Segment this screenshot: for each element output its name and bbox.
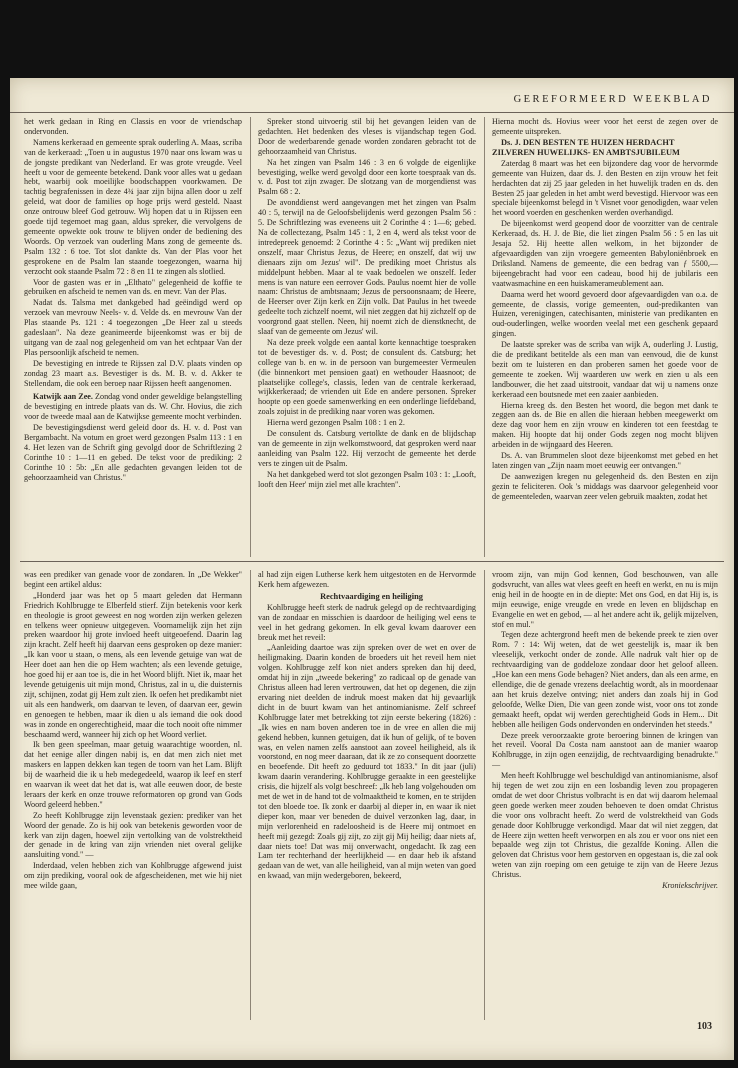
- article-heading: Ds. J. DEN BESTEN TE HUIZEN HERDACHT ZILVEREN HUWELIJKS- EN AMBTSJUBILEUM: [492, 137, 680, 157]
- newspaper-page: [10, 78, 734, 1060]
- news-item-katwijk: [24, 392, 242, 422]
- paragraph: De laatste spreker was de scriba van wijk A, ouderling J. Lustig, die de predikant betitelde als een man van eenvoud, die de kunst bezit om te luisteren en dan proberen samen het goede voor de gemeente te zoeken. Wij waarderen uw werk en zien u als een landbouwer, die het zaad uitstrooit, vandaar dat wij u namens onze kerkeraad een boutsnede met een zaaier aanbieden.: [492, 340, 718, 399]
- paragraph: Zaterdag 8 maart was het een bijzondere dag voor de hervormde gemeente van Huizen, daar ds. J. den Besten en zijn vrouw het feit herdachten dat zij 25 jaar geleden in het huwelijk traden en ds. den Besten 25 jaar geleden in het ambt werd bevestigd. Hiervoor was een speciale bijeenkomst belegd in 't Visnet voor genodigden, waar velen het woord voerden en geschenken werden overhandigd.: [492, 158, 718, 218]
- place-name: Katwijk aan Zee.: [33, 392, 93, 402]
- quote-paragraph: „Honderd jaar was het op 5 maart geleden dat Hermann Friedrich Kohlbrugge te Elberfeld stierf. Zijn betekenis voor kerk en theologie is groot geweest en nog worden zijn werken gelezen en telkens weer opnieuw uitgegeven. Voornamelijk zijn het zijn preken waardoor hij grote invloed heeft uitgeoefend. Daarin lag zijn kracht. Zelf heeft hij daarvan eens gesproken op deze manier: „Ik kan voor u staan, o mens, als een levende getuige van wat de Heer doet aan hen die op Hem wachten; als een levende getuige, hoe goed hij er aan toe is, die in het Woord blijft. Niet ik, maar het levende getuigenis uit mijn mond, Christus, zal in u, die duisternis zijt, schijnen, zodat gij Hem zult zien. Ik oefen het predikambt niet uit als een handwerk, om daarvan te leven, of daarvan eer, gewin en genoegen te hebben, maar ik dien u als iemand die ook dood was in zonde en ongerechtigheid, maar die toch nooit ofte nimmer beschaamd werd, wanneer hij zich op het Woord verliet.: [24, 590, 242, 739]
- author-signoff: Kroniekschrijver.: [662, 881, 718, 891]
- paragraph: het werk gedaan in Ring en Classis en voor de vriendschap ondervonden.: [24, 117, 242, 136]
- paragraph: Hierna werd gezongen Psalm 108 : 1 en 2.: [267, 418, 405, 428]
- paragraph: was een prediker van genade voor de zondaren. In „De Wekker" begint een artikel aldus:: [24, 570, 242, 589]
- quote-paragraph: „Aanleiding daartoe was zijn spreken over de wet en over de heiligmaking. Daarin konden de broeders uit het reveil hem niet volgen. Kohlbrugge zelf kon niet anders spreken dan hij deed, omdat hij in zijn „tweede bekering" zo radicaal op de genade van Christus alleen had leren vertrouwen, dat het op degenen, die zijn ervaring niet deelden de indruk moest maken dat hij gevaarlijk dicht in de buurt kwam van het antinomianisme. Zelf schreef Kohlbrugge later met betrekking tot zijn eerste bekering (1826) :„Ik wies en nam boven anderen toe in de vree en allen die mij gekend hebben, kunnen getuigen, dat ik hun of gelijk, of te boven was, en velen namen zelfs aanstoot aan zoveel heiligheid, als ik voorstond, en nog meer daaraan, dat ik ze zo consequent doorzette en beoefende. Dit heeft zo geduurd tot 1833." In dit jaar (juli) kwam daarin verandering. Kohlbrugge geraakte in een geestelijke crisis, die hijzelf als volgt beschreef: „Ik heb lang volgehouden om met de wet in de hand tot de volmaaktheid te komen, en te strijden tot den bloede toe. Ik zonk er daarbij al dieper in, en waar ik niet dieper kon, maar ver beneden de duivel verzonken lag, daar, in mijn verlorenheid en radeloosheid is de Heere mij ontmoet en heeft mij gezegd: Zoals gij zijt, zo zijt gij Mij heilig; daar niets af, daar niets toe! Dat was mij onverwacht, ongedacht. Ik zag een Lam ter rechterhand der heerlijkheid — en daar heb ik afstand gedaan van de wet, van alle heiligheid, van al mijn weten van goed en kwaad, van mijn wedergeboren, bekeerd,: [258, 643, 476, 881]
- paragraph: Men heeft Kohlbrugge wel beschuldigd van antinomianisme, alsof hij tegen de wet zou zijn en een losbandig leven zou propageren omdat de wet door Christus volbracht is en dat wij daarom helemaal geen goede werken meer zouden behoeven te doen omdat Christus die voor ons volbracht heeft. Zo werd de volstrektheid van Gods genade door Kohlbrugge verkondigd. Maar dat wil niet zeggen, dat de Heere zijn wetten heeft verworpen en als zou er voor ons niet een bepaalde weg zijn tot Christus, die gezalfde Koning. Allen die geloven dat Christus voor hem gestorven en opgestaan is, die zal ook weten van zijn roeping om een getuige te zijn van de Heere Jezus Christus.: [492, 771, 718, 880]
- page-header: [10, 94, 734, 113]
- paragraph: Deze preek veroorzaakte grote beroering binnen de kringen van het reveil. Vooral Da Costa nam aanstoot aan de manier waarop Kohlbrugge, in zijn ogen eenzijdig, de rechtvaardiging benadrukte." —: [492, 730, 718, 770]
- paragraph: vroom zijn, van mijn God kennen, God beschouwen, van alle godsvrucht, van alles wat vlees geeft en heeft en werkt, en nu is mijn enig heil in de hoogte en in de diepte: Met ons God, en dat Hij is, is mijn eeuwige, enige vreugde en vrede en leven en blijdschap en Evangelie en wet en gebod, — al het andere acht ik, gelijk mijzelven, stof en mul.": [492, 570, 718, 629]
- section-divider: [20, 561, 724, 562]
- column-divider: [484, 117, 485, 557]
- upper-column-2: [258, 117, 476, 555]
- column-divider: [250, 570, 251, 1020]
- paragraph: De consulent ds. Catsburg vertolkte de dank en de blijdschap van de gemeente in zijn welkomstwoord, dat gesproken werd naar aanleiding van Psalm 122. Hij verzocht de gemeente het derde vers te zingen uit de Psalm.: [258, 429, 476, 468]
- paragraph: Inderdaad, velen hebben zich van Kohlbrugge afgewend juist om zijn prediking, vooral ook de afgescheidenen, met wie hij niet mee wilde gaan,: [24, 861, 242, 891]
- paragraph: De bevestigingsdienst werd geleid door ds. H. v. d. Post van Bergambacht. Na votum en groet werd gezongen Psalm 113 : 1 en 4. Het lezen van de Schrift ging gevolgd door de Schriftlezing 2 Corinthe 10 : 1—11 en gebed. De tekst voor de prediking: 2 Corinthe 10 : 5b: „En alle gedachten gevangen leiden tot de gehoorzaamheid van Christus.": [24, 423, 242, 482]
- column-divider: [484, 570, 485, 1020]
- paragraph: Namens kerkeraad en gemeente sprak ouderling A. Maas, scriba van de kerkeraad: „Toen u in augustus 1970 naar ons kwam was u de jongste predikant van Nederland. Er was grote vreugde. Veel heeft u voor de gemeente betekend. Dank voor alles wat u gedaan hebt, waarbij ook moeilijke boodschappen voorkwamen. De tachtig begrafenissen in deze 4¾ jaar zijn bijna allen door u zelf geleid, wat door de families op hoge prijs werd gesteld. Naast onze ontrouw bleef God getrouw. Wij hopen dat u in Rijssen een goede tijd tegemoet mag gaan, aldus spreker, die vervolgens de gemeente opwekte ook trouw te blijven onder de bediening des Woords. Op verzoek van ouderling Mans zong de gemeente ds. Psalm 132 : 6 toe. Tot slot dankte ds. Van der Plas voor het gesprokene en de Psalm lan staande toegezongen, waarna hij verzocht ook staande Psalm 72 : 8 en 11 te zingen als slotlied.: [24, 137, 242, 276]
- paragraph: Daarna werd het woord gevoerd door afgevaardigden van o.a. de gemeente, de classis, vorige gemeenten, oud-predikanten van Huizen, verenigingen, catechisanten, ministerie van predikanten en oud-ouderlingen, welke woorden veelal met een geschenk gepaard gingen.: [492, 289, 718, 339]
- lower-column-3: [492, 570, 718, 1010]
- lower-column-1: [24, 570, 242, 1028]
- publication-title: GEREFORMEERD WEEKBLAD: [513, 94, 712, 105]
- paragraph: Tegen deze achtergrond heeft men de bekende preek te zien over Rom. 7 : 14: Wij weten, dat de wet geestelijk is, maar ik ben vleeselijk, verkocht onder de zonde. Alle nadruk valt hier op de rechtvaardiging van de goddeloze zondaar door het geloof alleen. „Hoe kan een mens Gode behagen? Niet anders, dan als een arme, en ellendige, die de genade vrezens deelachtig wordt, als in moordenaar aan het kruis dezelve ontving; niet anders dan zoals hij in God geloofde, Welke Dien, Die van geen zonde wist, voor ons tot zonde gemaakt heeft, opdat wij werden gerechtigheid Gods in Hem... Dit hebben alle heiligen Gods ondervonden en ondervinden het steeds.": [492, 630, 718, 729]
- paragraph: Voor de gasten was er in „Elthato" gelegenheid de koffie te gebruiken en afscheid te nemen van ds. en mevr. Van der Plas.: [24, 277, 242, 297]
- paragraph: De avonddienst werd aangevangen met het zingen van Psalm 40 : 5, terwijl na de Geloofsbelijdenis werd gezongen Psalm 56 : 5. De Schriftlezing was eveneens uit 2 Corinthe 4 : 1—6; gebed. Na de collectezang, Psalm 145 : 1, 2 en 4, werd als tekst voor de intredepreek genoemd: 2 Corinthe 4 : 5: „Want wij prediken niet onszelf, maar Christus Jezus, de Heere; en onszelf, dat wij uw dienaars zijn om Jezus' wil". De prediking moet Christus als middelpunt hebben. Maar al te vaak bedoelen we onszelf. Ieder mens is van nature een eerrover Gods. Paulus noemt hier de volle naam: Christus de ambtsnaam; Jezus de persoonsnaam; de Heere, de Heerser over Zijn kerk en Zijn volk. Dat Paulus in het tweede gedeelte toch zichzelf noemt, wil niet zeggen dat hij zichzelf op de voorgrond gaat stellen. Neen, hij noemt zich de dienstknecht, de slaaf van de gemeente om Jezus' wil.: [258, 198, 476, 337]
- upper-column-3: [492, 117, 718, 555]
- paragraph-text: Zondag vond onder geweldige belangstelling de bevestiging en intrede plaats van ds. W. Chr. Hovius, die zich voor de tweede maal aan de Katwijkse gemeente mocht verbinden.: [24, 392, 242, 422]
- quote-paragraph: Ik ben geen speelman, maar getuig waarachtige woorden, nl. dat het eenige aller dingen nabij is, en dat men zich niet met maskers en lappen dekken kan tegen de toorn van het Lam. Blijft bij de waarheid die ik u heb medegedeeld, waarop ik leef en sterf en waarvan ik weet dat het dat is, wat alle eeuwen door, de beste leraars der kerk en onze trouwe reformatoren op grond van Gods Woord geleerd hebben.": [24, 740, 242, 809]
- page-number: 103: [697, 1021, 712, 1032]
- section-heading: Rechtvaardiging en heiliging: [320, 591, 423, 601]
- paragraph: De bijeenkomst werd geopend door de voorzitter van de centrale Kerkeraad, ds. H. J. de Bie, die liet zingen Psalm 56 : 5 en las uit Jesaja 52. Hij heette allen welkom, in het bijzonder de afgevaardigden van zijn vroegere gemeenten Babyloniënbroek en Driksland. Namens de gemeente, die een bedrag van ƒ 5500,— bijeengebracht had voor een cadeau, bood hij de jubilaris een vaatwasmachine en een huiskamerameublement aan.: [492, 219, 718, 288]
- paragraph: Zo heeft Kohlbrugge zijn levenstaak gezien: prediker van het Woord der genade. Zo is hij ook van betekenis geworden voor de kerk van zijn dagen, hoewel zijn vertolking van de volstrektheid der genade in de kring van zijn vrienden niet overal gelijke aansluiting vond." —: [24, 810, 242, 860]
- paragraph: Na het dankgebed werd tot slot gezongen Psalm 103 : 1: „Looft, looft den Heer' mijn ziel met alle krachten".: [258, 469, 476, 489]
- paragraph: Na het zingen van Psalm 146 : 3 en 6 volgde de eigenlijke bevestiging, welke werd gevolgd door een korte toespraak van ds. v. d. Post tot zijn zwager. De slotzang van de morgendienst was Psalm 68 : 2.: [258, 157, 476, 197]
- paragraph: Spreker stond uitvoerig stil bij het gevangen leiden van de gedachten. Het bedenken des vleses is vijandschap tegen God. Door de wederbarende genade worden zondaren gebracht tot de gehoorzaamheid van Christus.: [258, 117, 476, 156]
- paragraph: Hierna kreeg ds. den Besten het woord, die begon met dank te zeggen aan ds. de Bie en allen die hieraan hebben meegewerkt om deze dag voor hem en zijn vrouw en kinderen tot een feestdag te maken. Hij hoopte dat hij onder Gods zegen nog mocht blijven arbeiden in de wijngaard des Heeren.: [492, 400, 718, 450]
- paragraph: Hierna mocht ds. Hovius weer voor het eerst de zegen over de gemeente uitspreken.: [492, 117, 718, 136]
- paragraph: De bevestiging en intrede te Rijssen zal D.V. plaats vinden op zondag 23 maart a.s. Bevestiger is ds. M. B. v. d. Akker te Stellendam, die ook een beroep naar Rijssen heeft aangenomen.: [24, 358, 242, 388]
- upper-column-1: [24, 117, 242, 555]
- paragraph: De aanwezigen kregen nu gelegenheid ds. den Besten en zijn gezin te feliciteren. Ook 's middags was daarvoor gelegenheid voor de gemeenteleden, waarvan zeer velen gebruik maakten, zodat het: [492, 471, 718, 501]
- paragraph: Ds. A. van Brummelen sloot deze bijeenkomst met gebed en het laten zingen van „Zijn naam moet eeuwig eer ontvangen.": [492, 451, 718, 470]
- paragraph: Kohlbrugge heeft sterk de nadruk gelegd op de rechtvaardiging van de zondaar en misschien is daardoor de heiliging wel eens te veel in het gedrang gekomen. In elk geval kwam daarover een breuk met het reveil:: [258, 602, 476, 642]
- paragraph: Nadat ds. Talsma met dankgebed had geëindigd werd op verzoek van mevrouw Neels- v. d. Velde ds. en mevrouw Van der Plas staande Ps. 121 : 4 toegezongen „De Heer zal u steeds gadeslaan". Na deze geanimeerde bijeenkomst was er bij de uitgang van de zaal nog gelegenheid om van het echtpaar Van der Plas persoonlijk afscheid te nemen.: [24, 298, 242, 357]
- lower-column-2: [258, 570, 476, 1028]
- paragraph: al had zijn eigen Lutherse kerk hem uitgestoten en de Hervormde Kerk hem afgewezen.: [258, 570, 476, 589]
- column-divider: [250, 117, 251, 557]
- paragraph: Na deze preek volgde een aantal korte kennachtige toespraken tot de bevestiger ds. v. d. Post; de consulent ds. Catsburg; het college van b. en w. in de persoon van burgemeester Vermeulen (die binnenkort met pensioen gaat) en wethouder Haasnoot; de plaatselijke college's, classis, leden van de centrale kerkeraad, wijkkerkeraad; de vrienden uit Ede en andere personen. Spreker hoopte op een goede samenwerking en een onderlinge liefdeband, zoals zojuist in de prediking naar voren was gekomen.: [258, 337, 476, 417]
